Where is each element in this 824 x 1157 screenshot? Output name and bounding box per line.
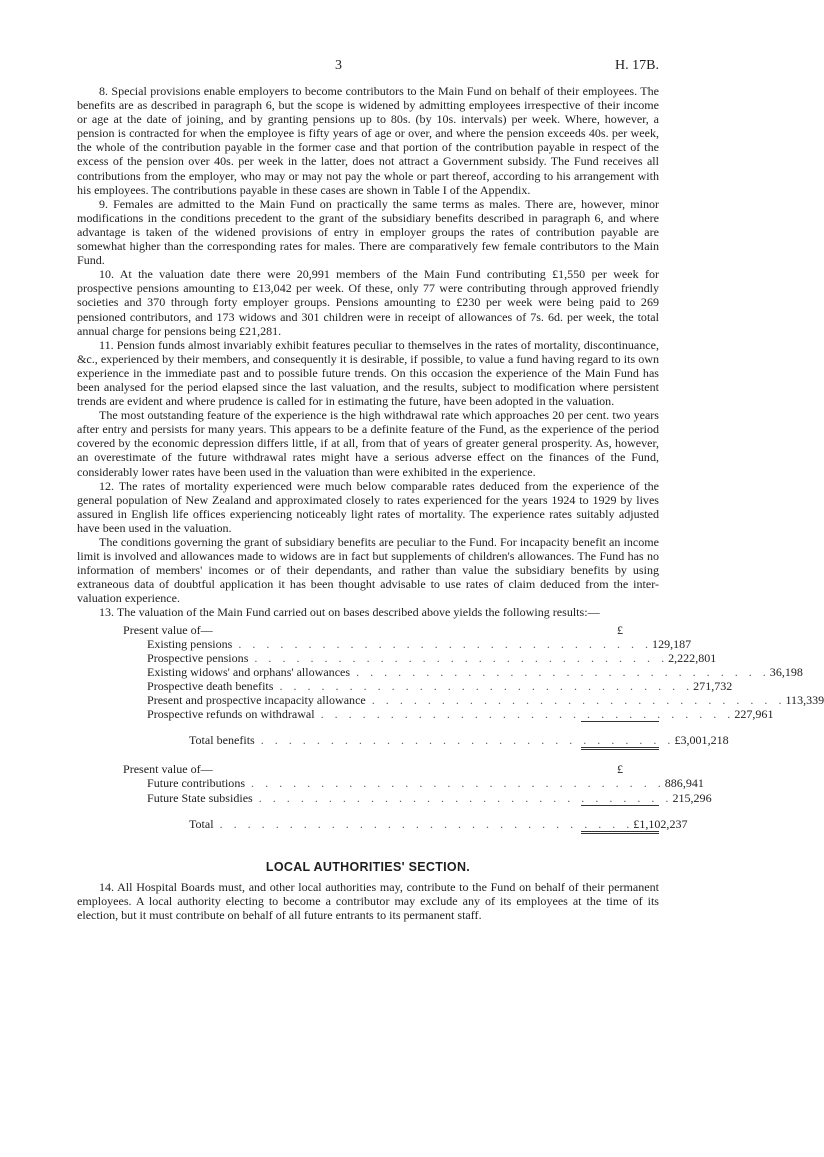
row-label: Present and prospective incapacity allowance xyxy=(147,693,366,708)
row-label: Existing widows' and orphans' allowances xyxy=(147,664,351,679)
table-row xyxy=(77,636,692,651)
body-text xyxy=(77,84,659,620)
table-row xyxy=(77,693,824,708)
row-label: Future State subsidies xyxy=(147,790,253,805)
leader-dots: . . . . . . . . . . . . . . . . . . . . . . . . . . . . . . xyxy=(356,664,770,679)
leader-dots: . . . . . . . . . . . . . . . . . . . . . . . . . . . . . . xyxy=(254,650,669,665)
total-label: Total benefits xyxy=(189,733,255,748)
currency-symbol: £ xyxy=(616,622,624,637)
leader-dots: . . . . . . . . . . . . . . . . . . . . . . . . . . . . . . xyxy=(320,707,735,722)
total-row xyxy=(77,816,688,831)
paragraph-11-continued: The most outstanding feature of the experience is the high withdrawal rate which approaches 20 per cent. two years after entry and persists for many years. This appears to be a definite feature of the Fund, as the experience of the period covered by the economic depression differs little, if at all, from that of years of greater general prosperity. As, however, an overestimate of the future withdrawal rates might have a serious adverse effect on the finances of the Fund, considerably lower rates have been used in the valuation than were exhibited in the experience. xyxy=(77,408,659,479)
paragraph-14: 14. All Hospital Boards must, and other local authorities may, contribute to the Fund on behalf of their permanent employees. A local authority electing to become a contributor may exclude any of its employees at the time of its election, but it must contribute on behalf of all future entrants to its permanent staff. xyxy=(77,879,659,922)
leader-dots: . . . . . . . . . . . . . . . . . . . . . . . . . . . . . . xyxy=(279,678,694,693)
row-value: 129,187 xyxy=(652,636,692,651)
row-value: 2,222,801 xyxy=(668,650,717,665)
row-label: Existing pensions xyxy=(147,636,233,651)
row-label: Future contributions xyxy=(147,776,246,791)
valuation-results xyxy=(77,622,824,834)
row-value: 271,732 xyxy=(693,678,733,693)
page-header xyxy=(77,58,659,80)
row-value: 36,198 xyxy=(769,664,803,679)
sum-rule xyxy=(581,805,659,806)
leader-dots: . . . . . . . . . . . . . . . . . . . . . . . . . . . . . . xyxy=(260,733,675,748)
total-value: £3,001,218 xyxy=(674,733,729,748)
document-reference: H. 17B. xyxy=(615,58,659,73)
paragraph-11: 11. Pension funds almost invariably exhibit features peculiar to themselves in the rates of mortality, discontinuance, &c., experienced by their members, and consequently it is desirable, if possible, to value a fund having regard to its own experience in the immediate past and to possible future trends. On this occasion the experience of the Main Fund has been analysed for the period elapsed since the last valuation, and the results, subject to modification where persistent trends are evident and where prudence is called for in estimating the future, have been adopted in the valuation. xyxy=(77,337,659,409)
paragraph-12: 12. The rates of mortality experienced were much below comparable rates deduced from the experience of the general population of New Zealand and approximated closely to rates experienced for the years 1924 to 1929 by lives assured in English life offices experiencing noticeably light rates of mortality. The experience rates suitably adjusted have been used in the valuation. xyxy=(77,478,659,535)
paragraph-13: 13. The valuation of the Main Fund carried out on bases described above yields the following results:— xyxy=(99,605,600,620)
row-value: 113,339 xyxy=(785,693,824,708)
table-row xyxy=(77,650,717,665)
sum-rule xyxy=(581,721,659,722)
table-row xyxy=(77,790,712,805)
section-heading: LOCAL AUTHORITIES' SECTION. xyxy=(265,859,471,874)
paragraph-12-continued: The conditions governing the grant of subsidiary benefits are peculiar to the Fund. For incapacity benefit an income limit is involved and allowances made to widows are in fact but supplements of children's allowances. The Fund has no information of members' incomes or of their dependants, and rather than value the subsidiary benefits by using extraneous data of doubtful application it has been thought advisable to use rates of claim deduced from the inter-valuation experience. xyxy=(77,535,659,606)
table-row xyxy=(77,707,774,722)
row-label: Prospective pensions xyxy=(147,650,249,665)
row-label: Prospective death benefits xyxy=(147,678,274,693)
leader-dots: . . . . . . . . . . . . . . . . . . . . . . . . . . . . . . xyxy=(251,776,665,791)
section-text xyxy=(77,880,659,922)
total-double-rule xyxy=(581,831,659,834)
table-row xyxy=(77,776,704,791)
contributions-header xyxy=(77,762,659,776)
paragraph-8: 8. Special provisions enable employers to become contributors to the Main Fund on behalf of their employees. The benefits are as described in paragraph 6, but the scope is widened by admitting employees irrespective of their income or age at the date of joining, and by granting pensions up to 80s. (by 10s. intervals) per week. Where, however, a pension is contracted for when the employee is fifty years of age or over, and where the pension exceeds 40s. per week, the whole of the contribution payable in the former case and that portion of the contribution payable in respect of the excess of the pension over 40s. per week in the latter, does not attract a Government subsidy. The Fund receives all contributions from the employer, who may or may not pay the whole or part thereof, according to his arrangement with his employees. The contributions payable in these cases are shown in Table I of the Appendix. xyxy=(77,84,659,197)
row-value: 227,961 xyxy=(734,707,774,722)
benefits-header xyxy=(77,623,659,637)
paragraph-9: 9. Females are admitted to the Main Fund on practically the same terms as males. There are, however, minor modifications in the conditions precedent to the grant of the subsidiary benefits described in paragraph 6, and where advantage is taken of the widened provisions of entry in employer groups the rates of contribution payable are somewhat higher than the corresponding rates for males. There are comparatively few female contributors to the Main Fund. xyxy=(77,196,659,268)
document-page xyxy=(77,58,824,922)
leader-dots: . . . . . . . . . . . . . . . . . . . . . . . . . . . . . . xyxy=(219,816,634,831)
row-value: 215,296 xyxy=(672,790,712,805)
benefits-label: Present value of— xyxy=(123,622,213,637)
page-number: 3 xyxy=(335,58,342,73)
leader-dots: . . . . . . . . . . . . . . . . . . . . . . . . . . . . . . xyxy=(238,636,653,651)
row-label: Prospective refunds on withdrawal xyxy=(147,707,315,722)
total-label: Total xyxy=(189,816,214,831)
contributions-label: Present value of— xyxy=(123,762,213,777)
leader-dots: . . . . . . . . . . . . . . . . . . . . . . . . . . . . . . xyxy=(258,790,673,805)
row-value: 886,941 xyxy=(664,776,704,791)
leader-dots: . . . . . . . . . . . . . . . . . . . . . . . . . . . . . . xyxy=(371,693,786,708)
total-value: £1,102,237 xyxy=(633,816,688,831)
currency-symbol: £ xyxy=(616,762,624,777)
table-row xyxy=(77,678,733,693)
table-row xyxy=(77,664,803,679)
total-row xyxy=(77,733,729,748)
paragraph-10: 10. At the valuation date there were 20,991 members of the Main Fund contributing £1,550 per week for prospective pensions amounting to £13,042 per week. Of these, only 77 were contributing through approved friendly societies and 370 through forty employer groups. Pensions amounting to £230 per week were being paid to 269 pensioned contributors, and 173 widows and 301 children were in receipt of allowances of 7s. 6d. per week, the total annual charge for pensions being £21,281. xyxy=(77,267,659,338)
